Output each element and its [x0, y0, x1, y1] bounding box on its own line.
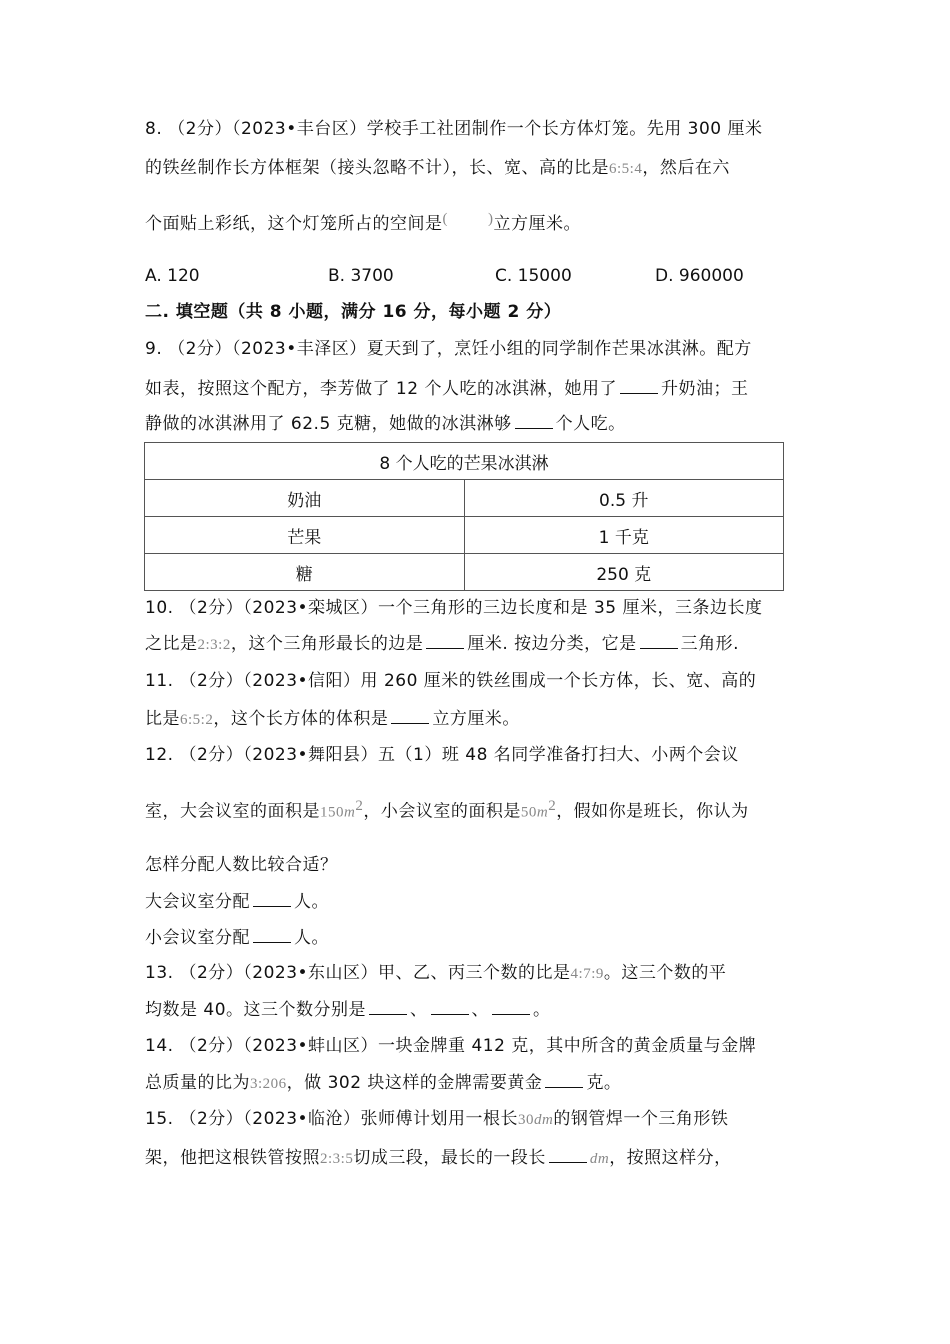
q10-text: 之比是: [145, 634, 198, 654]
q11-text: 比是: [145, 709, 180, 729]
q15-text: 15. （2分）（2023•临沧）张师傅计划用一根长: [145, 1109, 519, 1129]
q8-text: 个面贴上彩纸，这个灯笼所占的空间是: [145, 214, 443, 234]
q10-line2: [145, 632, 739, 656]
q8-text: 的铁丝制作长方体框架（接头忽略不计），长、宽、高的比是: [145, 158, 609, 178]
section-heading: 二. 填空题（共 8 小题，满分 16 分，每小题 2 分）: [145, 302, 562, 322]
answer-paren-open: (: [442, 211, 448, 227]
q12-text: 室，大会议室的面积是: [145, 801, 320, 822]
q15-text: ，按照这样分，: [609, 1148, 732, 1168]
q13-text: 。: [533, 1000, 551, 1020]
q9-text: 升奶油；王: [660, 379, 749, 399]
table-row: [145, 480, 784, 517]
q12-line3: 怎样分配人数比较合适？: [145, 855, 338, 875]
q12-text: 大会议室分配: [145, 892, 250, 912]
q13-text: 13. （2分）（2023•东山区）甲、乙、丙三个数的比是: [145, 963, 571, 983]
area-exponent: 2: [355, 798, 364, 814]
answer-blank[interactable]: [426, 632, 464, 649]
q12-line4: [145, 890, 329, 913]
area-value: 150: [320, 804, 344, 821]
q13-ratio: 4:7:9: [570, 966, 604, 982]
answer-blank[interactable]: [391, 707, 429, 724]
q10-ratio: 2:3:2: [197, 637, 231, 653]
area-unit: m: [536, 804, 549, 821]
q14-line1: 14. （2分）（2023•蚌山区）一块金牌重 412 克，其中所含的黄金质量与金牌: [145, 1036, 757, 1056]
q8-line2: [145, 157, 730, 180]
q15-text: 切成三段，最长的一段长: [353, 1148, 546, 1168]
q15-text: 的钢管焊一个三角形铁: [553, 1109, 729, 1129]
q11-text: ，这个长方体的体积是: [213, 709, 389, 729]
answer-blank[interactable]: [253, 890, 291, 907]
option-a[interactable]: A. 120: [145, 266, 200, 286]
q15-line2: [145, 1146, 732, 1170]
separator: 、: [410, 1000, 428, 1020]
option-c[interactable]: C. 15000: [495, 266, 572, 286]
length-unit: dm: [534, 1112, 554, 1128]
q12-text: 人。: [294, 892, 329, 912]
q14-text: ，做 302 块这样的金牌需要黄金: [286, 1073, 543, 1093]
q12-text: 人。: [294, 928, 329, 948]
answer-blank[interactable]: [620, 377, 658, 394]
q9-line1: 9. （2分）（2023•丰泽区）夏天到了，烹饪小组的同学制作芒果冰淇淋。配方: [145, 339, 752, 359]
q14-text: 克。: [586, 1073, 622, 1093]
table-cell-item: 芒果: [145, 517, 465, 554]
answer-blank[interactable]: [549, 1146, 587, 1163]
table-cell-item: 糖: [145, 554, 465, 591]
table-cell-amount: 250 克: [464, 554, 784, 591]
answer-blank[interactable]: [431, 998, 469, 1015]
q9-line3: [145, 412, 626, 435]
q8-text: 立方厘米。: [493, 214, 581, 234]
answer-blank[interactable]: [545, 1071, 583, 1088]
q15-ratio: 2:3:5: [320, 1151, 354, 1167]
recipe-table: [144, 442, 784, 591]
q14-line2: [145, 1071, 621, 1095]
q12-line2: [145, 795, 749, 824]
q10-text: 三角形.: [680, 634, 740, 654]
answer-blank[interactable]: [369, 998, 407, 1015]
q9-line2: [145, 377, 748, 400]
q13-text: 。这三个数的平: [603, 963, 727, 983]
q12-line1: 12. （2分）（2023•舞阳县）五（1）班 48 名同学准备打扫大、小两个会议: [145, 745, 739, 765]
option-b[interactable]: B. 3700: [328, 266, 394, 286]
area-value: 50: [520, 804, 537, 821]
q10-text: ，这个三角形最长的边是: [230, 634, 424, 654]
table-row: [145, 517, 784, 554]
table-cell-item: 奶油: [145, 480, 465, 517]
q12-text: ，假如你是班长，你认为: [556, 801, 749, 822]
area-unit: m: [344, 804, 356, 821]
length-unit: dm: [589, 1151, 610, 1167]
q13-line2: [145, 998, 551, 1021]
q10-line1: 10. （2分）（2023•栾城区）一个三角形的三边长度和是 35 厘米，三条边长度: [145, 598, 763, 618]
answer-blank[interactable]: [492, 998, 530, 1015]
table-cell-amount: 0.5 升: [464, 480, 784, 517]
q14-text: 总质量的比为: [145, 1073, 250, 1093]
answer-paren-close: ): [488, 211, 494, 227]
q9-text: 如表，按照这个配方，李芳做了 12 个人吃的冰淇淋，她用了: [145, 379, 617, 399]
q8-line1: 8. （2分）（2023•丰台区）学校手工社团制作一个长方体灯笼。先用 300 厘米: [145, 119, 763, 139]
q8-line3: [145, 208, 581, 235]
q15-text: 架，他把这根铁管按照: [145, 1148, 320, 1168]
q11-text: 立方厘米。: [432, 709, 520, 729]
answer-blank[interactable]: [640, 632, 678, 649]
q8-ratio: 6:5:4: [609, 161, 643, 177]
q14-ratio: 3:206: [250, 1076, 287, 1092]
answer-blank[interactable]: [253, 926, 291, 943]
option-d[interactable]: D. 960000: [655, 266, 744, 286]
q9-text: 个人吃。: [555, 414, 626, 434]
q12-line5: [145, 926, 329, 949]
q11-line2: [145, 707, 520, 731]
table-row: [145, 443, 784, 480]
q11-line1: 11. （2分）（2023•信阳）用 260 厘米的铁丝围成一个长方体，长、宽、高的: [145, 671, 757, 691]
q10-text: 厘米. 按边分类，它是: [467, 634, 637, 654]
q12-text: ，小会议室的面积是: [363, 801, 521, 822]
q8-text: ，然后在六: [642, 158, 730, 178]
answer-blank[interactable]: [515, 412, 553, 429]
separator: 、: [471, 1000, 490, 1020]
q9-text: 静做的冰淇淋用了 62.5 克糖，她做的冰淇淋够: [145, 414, 512, 434]
q15-line1: [145, 1108, 728, 1131]
table-title: 8 个人吃的芒果冰淇淋: [145, 443, 784, 480]
q13-text: 均数是 40。这三个数分别是: [145, 1000, 367, 1020]
q12-text: 小会议室分配: [145, 928, 250, 948]
table-row: [145, 554, 784, 591]
table-cell-amount: 1 千克: [464, 517, 784, 554]
q13-line1: [145, 962, 726, 985]
area-exponent: 2: [548, 798, 557, 814]
length-value: 30: [518, 1112, 535, 1128]
q11-ratio: 6:5:2: [180, 712, 214, 728]
